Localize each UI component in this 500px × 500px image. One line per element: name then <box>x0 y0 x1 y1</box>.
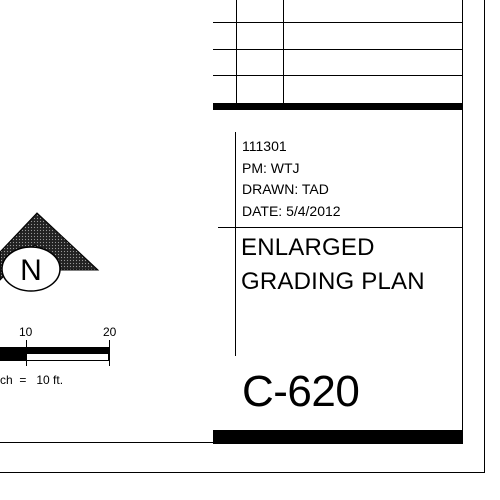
revision-table-bottom-bar <box>213 103 463 110</box>
project-number: 111301 <box>242 138 287 154</box>
drawing-area-bottom-line <box>0 442 214 443</box>
drawing-title-line1: ENLARGED <box>241 234 375 261</box>
sheet-number: C-620 <box>242 367 360 416</box>
scale-bar-segment <box>0 347 26 361</box>
revision-table-row-line <box>213 22 463 23</box>
title-block-right-border <box>462 110 463 430</box>
sheet-border-bottom <box>0 472 485 473</box>
project-manager: PM: WTJ <box>242 160 300 176</box>
revision-table-divider <box>462 0 463 104</box>
north-arrow-letter: N <box>20 254 42 287</box>
revision-table-row-line <box>213 49 463 50</box>
title-block-bottom-bar <box>213 430 463 444</box>
scale-bar-segment <box>26 353 109 361</box>
revision-table-row-line <box>213 75 463 76</box>
sheet-border-right <box>484 0 485 473</box>
drawing-title-line2: GRADING PLAN <box>241 268 425 295</box>
drawn-by: DRAWN: TAD <box>242 181 329 197</box>
revision-table-divider <box>283 0 284 104</box>
scale-label-10: 10 <box>19 325 33 339</box>
scale-bar-tick <box>109 340 110 366</box>
title-block-inner-divider <box>235 132 236 356</box>
revision-table-divider <box>236 0 237 104</box>
title-block-row-line <box>218 227 463 228</box>
drawing-date: DATE: 5/4/2012 <box>242 203 341 219</box>
scale-label-20: 20 <box>103 325 117 339</box>
scale-text: ch = 10 ft. <box>0 373 64 387</box>
north-arrow <box>0 205 110 300</box>
